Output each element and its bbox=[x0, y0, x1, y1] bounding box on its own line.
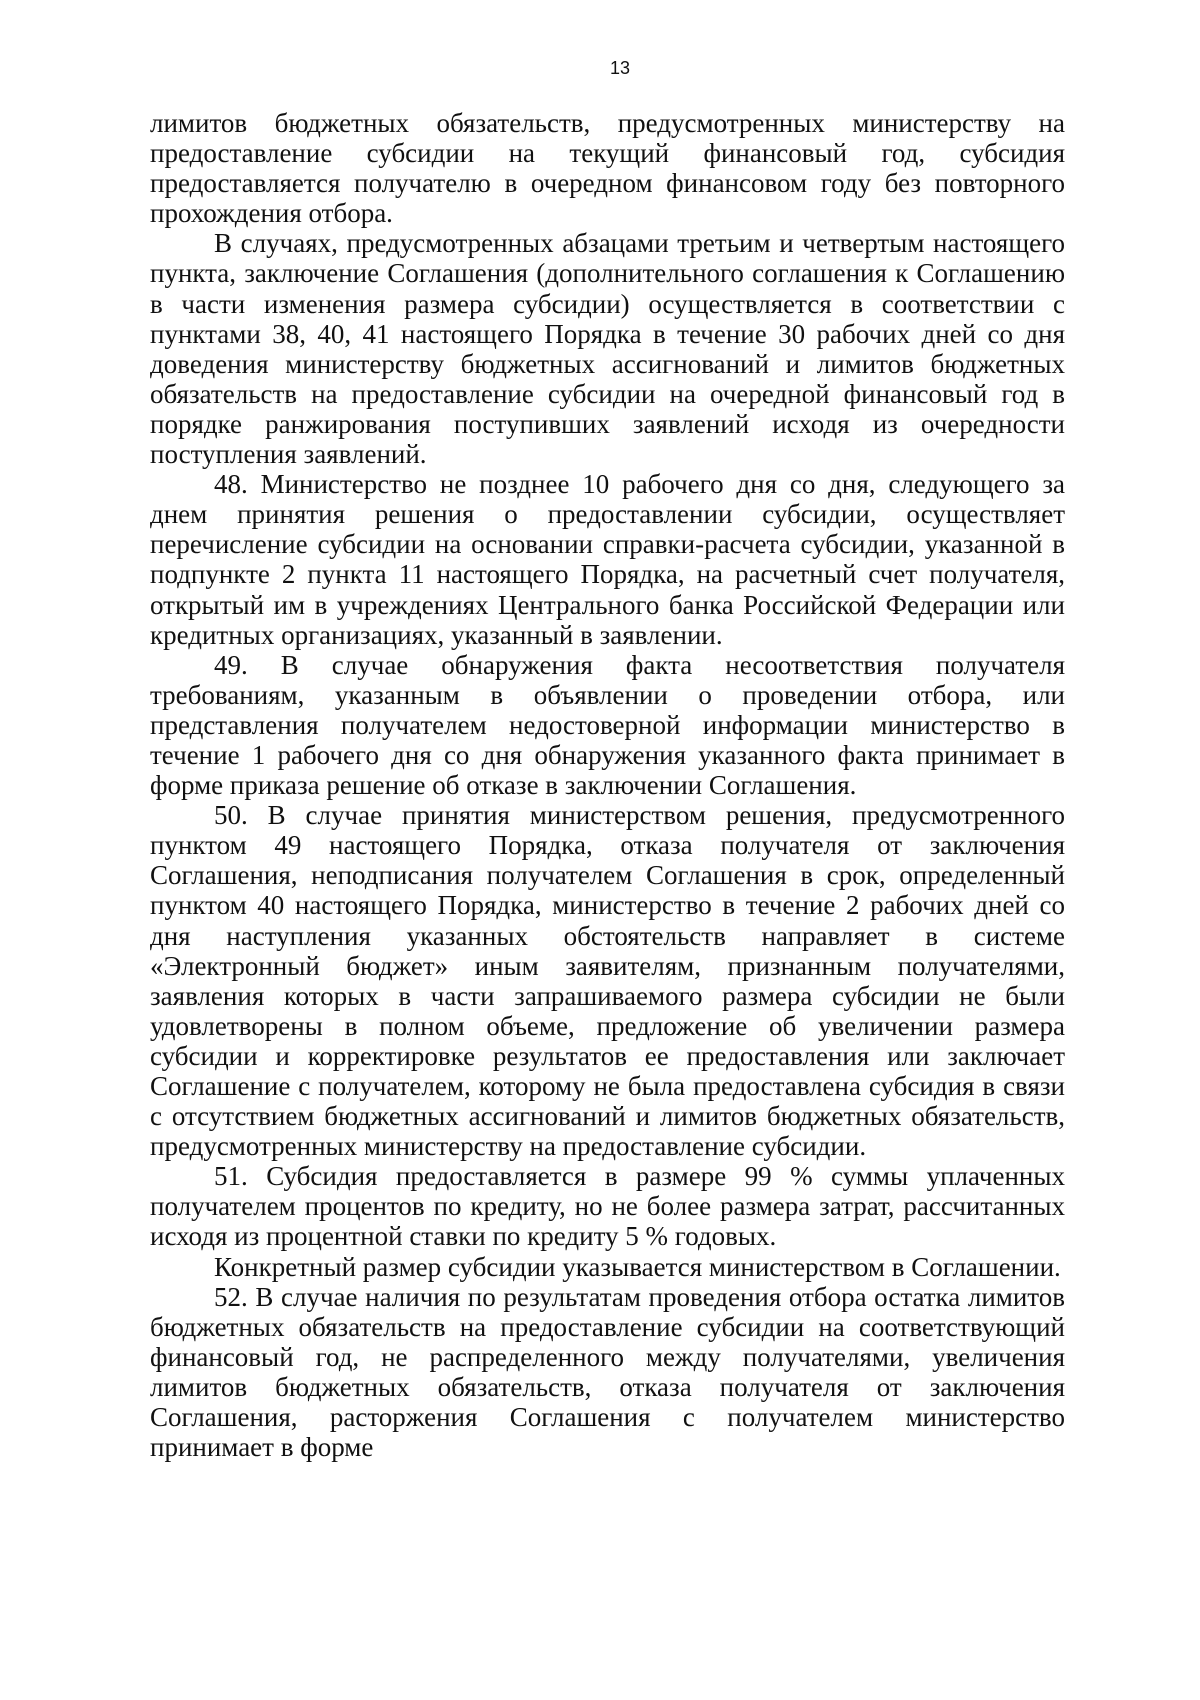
page-number: 13 bbox=[609, 58, 631, 78]
document-body bbox=[150, 108, 1065, 1462]
paragraph-item-48: 48. Министерство не позднее 10 рабочего дня со дня, следующего за днем принятия решения о предоставлении субсидии, осуществляет перечисление субсидии на основании справки-расчета субсидии, указанной в подпункте 2 пункта 11 настоящего Порядка, на расчетный счет получателя, открытый им в учреждениях Центрального банка Российской Федерации или кредитных организациях, указанный в заявлении. bbox=[150, 469, 1065, 650]
paragraph-item-50: 50. В случае принятия министерством решения, предусмотренного пунктом 49 настоящего Порядка, отказа получателя от заключения Соглашения, неподписания получателем Соглашения в срок, определенный пунктом 40 настоящего Порядка, министерство в течение 2 рабочих дней со дня наступления указанных обстоятельств направляет в системе «Электронный бюджет» иным заявителям, признанным получателями, заявления которых в части запрашиваемого размера субсидии не были удовлетворены в полном объеме, предложение об увеличении размера субсидии и корректировке результатов ее предоставления или заключает Соглашение с получателем, которому не была предоставлена субсидия в связи с отсутствием бюджетных ассигнований и лимитов бюджетных обязательств, предусмотренных министерству на предоставление субсидии. bbox=[150, 800, 1065, 1162]
paragraph-item-52: 52. В случае наличия по результатам проведения отбора остатка лимитов бюджетных обязательств на предоставление субсидии на соответствующий финансовый год, не распределенного между получателями, увеличения лимитов бюджетных обязательств, отказа получателя от заключения Соглашения, расторжения Соглашения с получателем министерство принимает в форме bbox=[150, 1281, 1065, 1463]
paragraph: В случаях, предусмотренных абзацами третьим и четвертым настоящего пункта, заключение Соглашения (дополнительного соглашения к Соглашению в части изменения размера субсидии) осуществляется в соответствии с пунктами 38, 40, 41 настоящего Порядка в течение 30 рабочих дней со дня доведения министерству бюджетных ассигнований и лимитов бюджетных обязательств на предоставление субсидии на очередной финансовый год в порядке ранжирования поступивших заявлений исходя из очередности поступления заявлений. bbox=[150, 228, 1065, 470]
paragraph-item-51: 51. Субсидия предоставляется в размере 99 % суммы уплаченных получателем процентов по кредиту, но не более размера затрат, рассчитанных исходя из процентной ставки по кредиту 5 % годовых. bbox=[150, 1161, 1065, 1252]
paragraph: лимитов бюджетных обязательств, предусмотренных министерству на предоставление субсидии на текущий финансовый год, субсидия предоставляется получателю в очередном финансовом году без повторного прохождения отбора. bbox=[150, 108, 1065, 229]
paragraph: Конкретный размер субсидии указывается министерством в Соглашении. bbox=[214, 1251, 1061, 1282]
paragraph-item-49: 49. В случае обнаружения факта несоответствия получателя требованиям, указанным в объявлении о проведении отбора, или представления получателем недостоверной информации министерство в течение 1 рабочего дня со дня обнаружения указанного факта принимает в форме приказа решение об отказе в заключении Соглашения. bbox=[150, 649, 1065, 801]
